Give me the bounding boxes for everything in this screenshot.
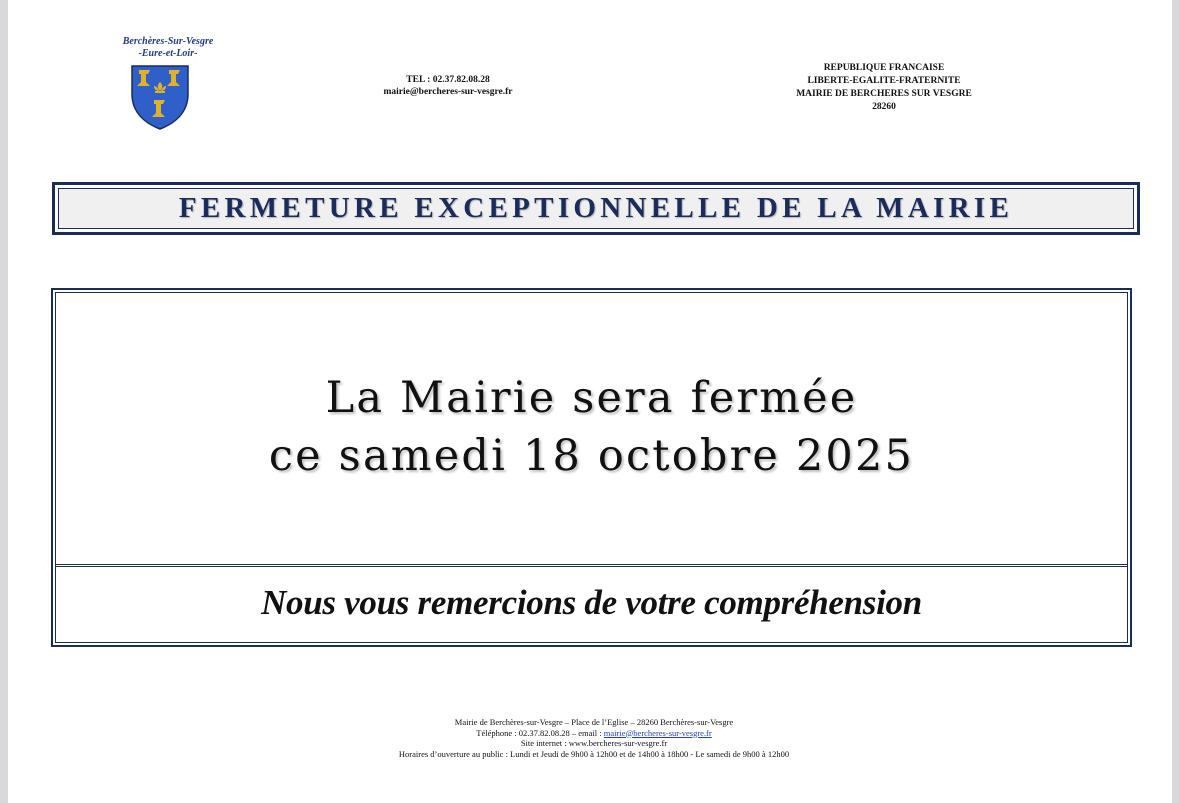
department-name: -Eure-et-Loir- (138, 48, 198, 59)
footer-phone: Téléphone : 02.37.82.08.28 – email : (476, 727, 604, 738)
footer-hours: Horaires d’ouverture au public : Lundi et Jeudi de 9h00 à 12h00 et de 14h00 à 18h00 - Le samedi de 9h00 à 12h00 (398, 748, 790, 759)
mairie-text: MAIRIE DE BERCHERES SUR VESGRE (796, 89, 972, 99)
republic-block (753, 62, 1015, 114)
notice-box-inner (55, 292, 1128, 643)
footer-contact (288, 728, 900, 739)
contact-block (338, 74, 558, 98)
title-banner (52, 182, 1140, 235)
commune-header (100, 36, 236, 60)
document-page (8, 0, 1172, 803)
footer-website: Site internet : www.bercheres-sur-vesgre.fr (520, 738, 668, 748)
closure-message (56, 369, 1127, 485)
footer (288, 717, 900, 759)
page-title: FERMETURE EXCEPTIONNELLE DE LA MAIRIE (178, 192, 1014, 224)
republic-text: REPUBLIQUE FRANCAISE (823, 63, 945, 73)
postcode-text: 28260 (872, 102, 896, 112)
closure-line-1: La Mairie sera fermée (325, 373, 858, 423)
notice-box (51, 288, 1132, 647)
commune-name: Berchères-Sur-Vesgre (122, 36, 214, 47)
coat-of-arms-icon (129, 64, 191, 130)
title-banner-inner (58, 188, 1134, 229)
closure-line-2: ce samedi 18 octobre 2025 (268, 431, 915, 481)
thanks-message: Nous vous remercions de votre compréhension (261, 583, 922, 622)
email-text: mairie@bercheres-sur-vesgre.fr (383, 87, 513, 97)
phone-text: TEL : 02.37.82.08.28 (406, 75, 490, 85)
footer-address: Mairie de Berchères-sur-Vesgre – Place de l’Eglise – 28260 Berchères-sur-Vesgre (454, 717, 734, 727)
notice-divider (56, 564, 1127, 567)
footer-email-link[interactable]: mairie@bercheres-sur-vesgre.fr (603, 727, 712, 738)
motto-text: LIBERTE-EGALITE-FRATERNITE (807, 76, 961, 86)
